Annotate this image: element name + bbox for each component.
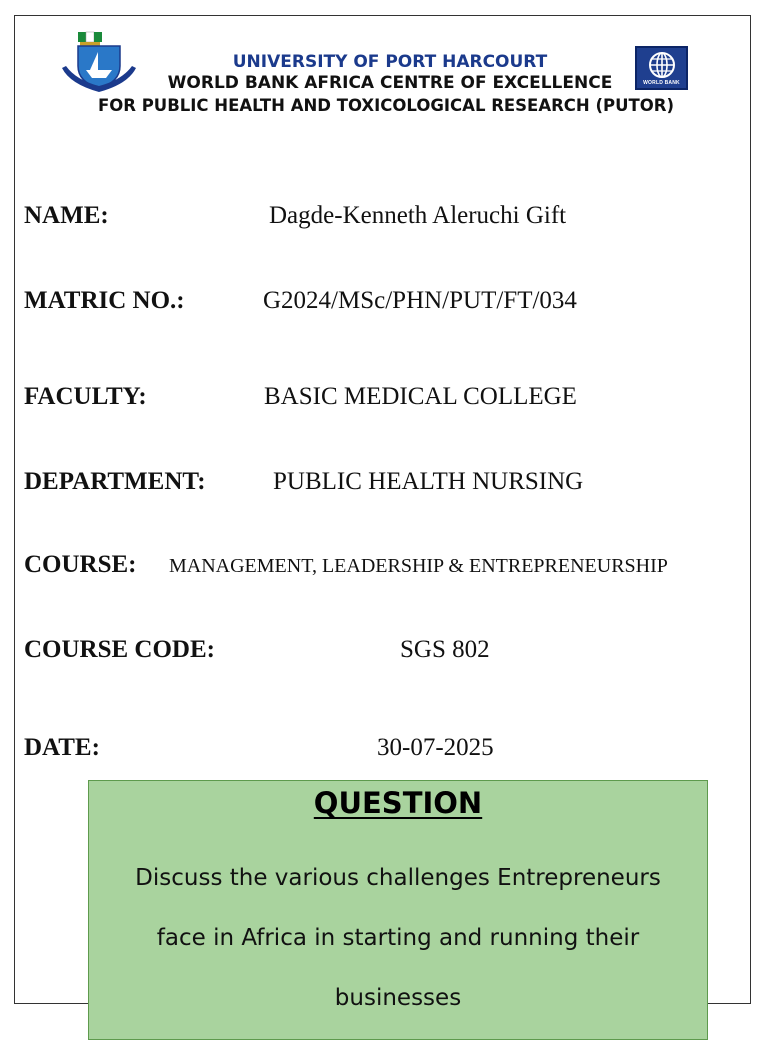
field-value-name: Dagde-Kenneth Aleruchi Gift (269, 202, 567, 229)
field-name (0, 202, 768, 234)
header-line-centre: WORLD BANK AFRICA CENTRE OF EXCELLENCE (167, 73, 613, 93)
question-line: businesses (334, 985, 462, 1011)
field-matric (0, 287, 768, 319)
question-line: face in Africa in starting and running their (156, 925, 640, 951)
field-label: MATRIC NO.: (24, 287, 185, 314)
field-label: DATE: (24, 734, 100, 761)
document-header (0, 0, 768, 130)
field-value-date: 30-07-2025 (377, 734, 494, 761)
field-label: COURSE: (24, 551, 137, 578)
field-value-faculty: BASIC MEDICAL COLLEGE (264, 383, 577, 410)
field-faculty (0, 383, 768, 415)
field-department (0, 468, 768, 500)
question-line: Discuss the various challenges Entrepreneurs (135, 865, 661, 891)
field-value-course-code: SGS 802 (400, 636, 490, 663)
question-title-text: QUESTION (313, 786, 483, 820)
header-line-university: UNIVERSITY OF PORT HARCOURT (232, 52, 548, 72)
field-label: NAME: (24, 202, 109, 229)
field-label: DEPARTMENT: (24, 468, 206, 495)
world-bank-globe-icon (635, 46, 688, 90)
field-value-department: PUBLIC HEALTH NURSING (273, 468, 584, 495)
field-value-course: MANAGEMENT, LEADERSHIP & ENTREPRENEURSHIP (169, 555, 668, 577)
field-label: FACULTY: (24, 383, 147, 410)
field-course (0, 551, 768, 583)
field-course-code (0, 636, 768, 668)
field-value-matric: G2024/MSc/PHN/PUT/FT/034 (263, 287, 577, 314)
world-bank-logo-text: WORLD BANK (643, 80, 680, 86)
field-date (0, 734, 768, 766)
question-title (0, 786, 768, 820)
header-line-putor: FOR PUBLIC HEALTH AND TOXICOLOGICAL RESEARCH (PUTOR) (97, 96, 675, 115)
question-text (88, 848, 708, 1028)
field-label: COURSE CODE: (24, 636, 215, 663)
